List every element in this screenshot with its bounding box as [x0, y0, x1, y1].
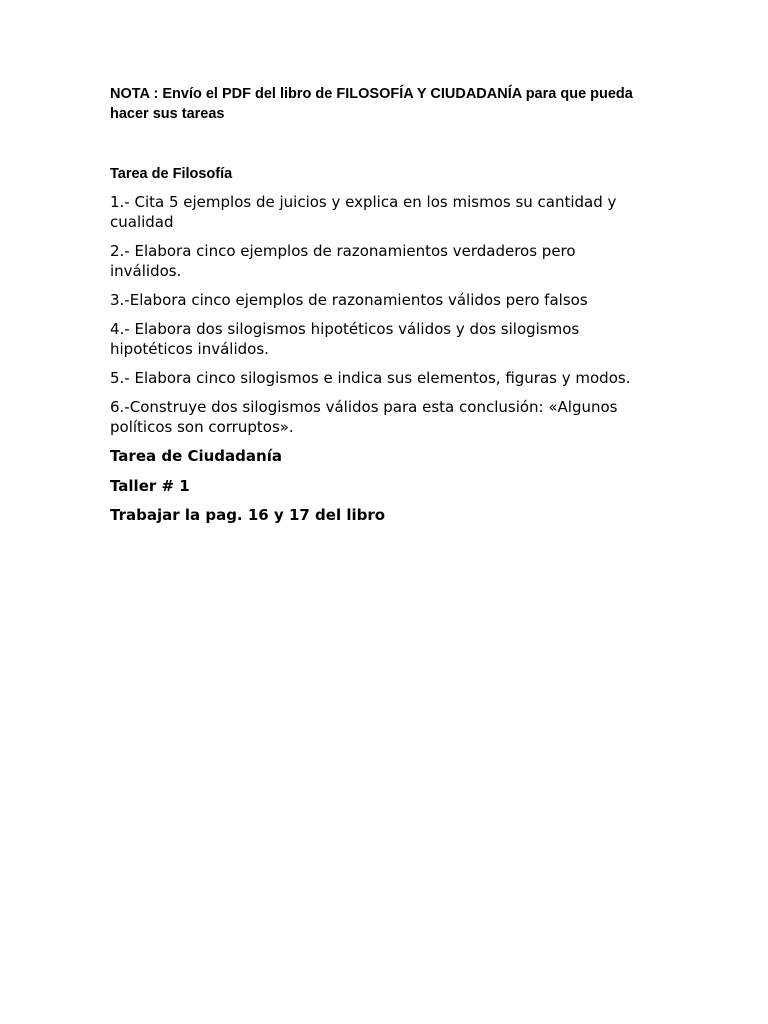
trabajar-instruction: Trabajar la pag. 16 y 17 del libro — [110, 506, 386, 524]
document-content — [110, 84, 650, 535]
taller-label: Taller # 1 — [110, 476, 190, 495]
nota-paragraph: NOTA : Envío el PDF del libro de FILOSOFÍA Y CIUDADANÍA para que pueda hacer sus tareas — [110, 86, 633, 122]
ciudadania-heading: Tarea de Ciudadanía — [110, 447, 282, 465]
task-item-2: 2.- Elabora cinco ejemplos de razonamientos verdaderos pero inválidos. — [110, 242, 576, 280]
filosofia-heading: Tarea de Filosofía — [110, 166, 233, 182]
task-item-1: 1.- Cita 5 ejemplos de juicios y explica en los mismos su cantidad y cualidad — [110, 193, 617, 231]
task-item-3: 3.-Elabora cinco ejemplos de razonamientos válidos pero falsos — [110, 291, 588, 309]
task-item-6: 6.-Construye dos silogismos válidos para esta conclusión: «Algunos políticos son corruptos». — [110, 398, 618, 436]
task-item-5: 5.- Elabora cinco silogismos e indica sus elementos, figuras y modos. — [110, 369, 631, 387]
task-item-4: 4.- Elabora dos silogismos hipotéticos válidos y dos silogismos hipotéticos inválidos. — [110, 320, 580, 358]
